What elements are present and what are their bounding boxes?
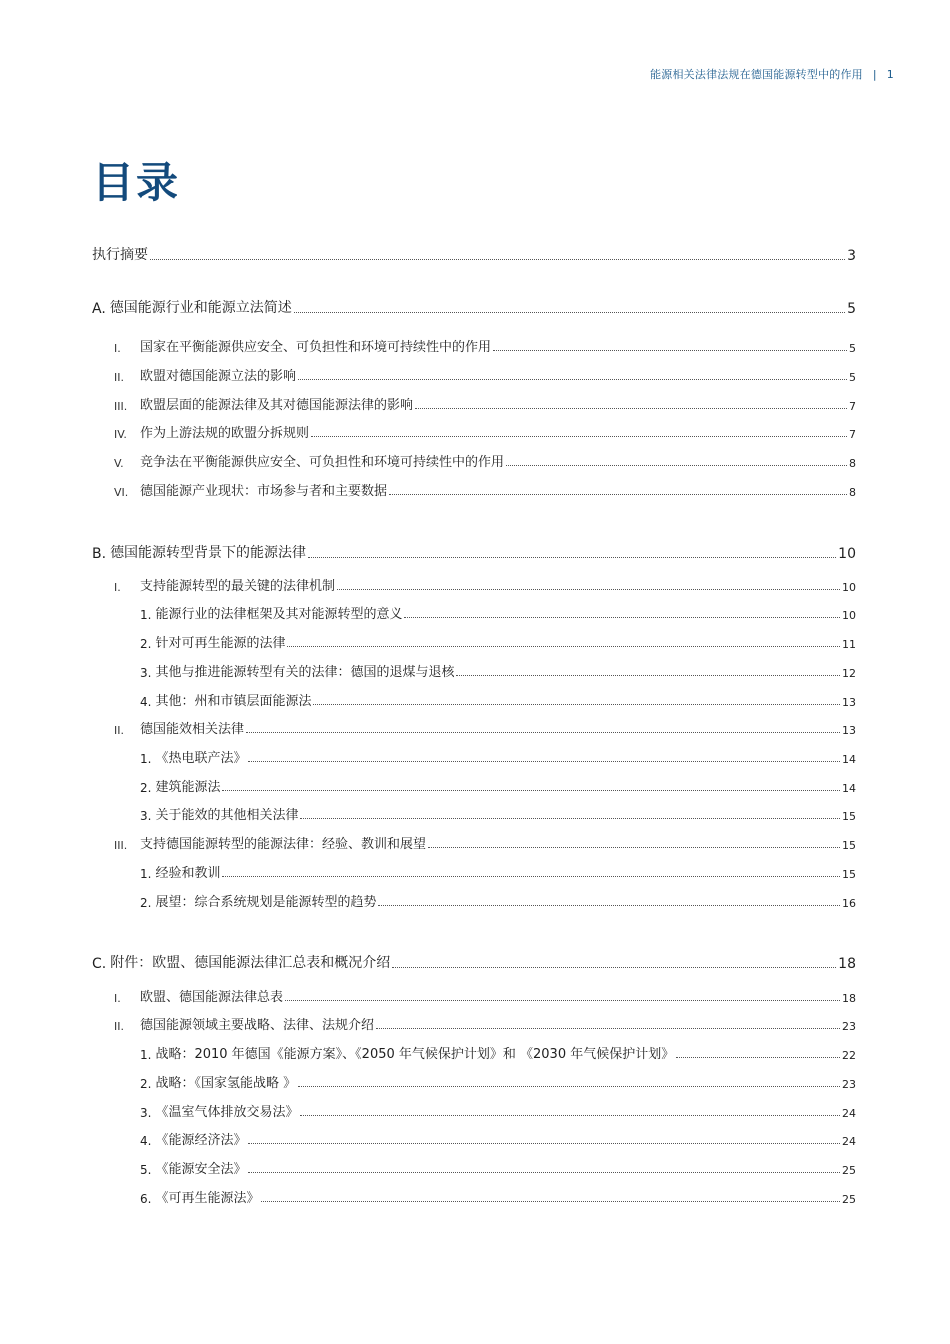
dot-leader xyxy=(298,1085,840,1087)
toc-entry[interactable] xyxy=(92,575,856,594)
toc-entry-page: 16 xyxy=(842,897,856,910)
dot-leader xyxy=(676,1056,840,1058)
toc-entry[interactable] xyxy=(92,394,856,413)
toc-entry-title: 其他与推进能源转型有关的法律：德国的退煤与退核 xyxy=(155,665,455,680)
toc-entry-number: II. xyxy=(114,1020,124,1033)
toc-entry-page: 23 xyxy=(842,1078,856,1091)
toc-entry-title: 关于能效的其他相关法律 xyxy=(155,808,299,823)
toc-entry-page: 25 xyxy=(842,1164,856,1177)
toc-entry-page: 14 xyxy=(842,782,856,795)
toc-entry-number: 6. xyxy=(140,1192,152,1206)
toc-entry-page: 22 xyxy=(842,1049,856,1062)
toc-entry-title: 建筑能源法 xyxy=(155,780,221,795)
dot-leader xyxy=(248,1142,840,1144)
toc-entry-number: IV. xyxy=(114,428,127,441)
toc-entry[interactable] xyxy=(92,862,856,881)
toc-entry-page: 7 xyxy=(849,400,856,413)
toc-entry-title: 欧盟层面的能源法律及其对德国能源法律的影响 xyxy=(140,398,414,413)
toc-entry-title: 竞争法在平衡能源供应安全、可负担性和环境可持续性中的作用 xyxy=(140,455,505,470)
toc-entry-page: 8 xyxy=(849,486,856,499)
toc-entry[interactable] xyxy=(92,1043,856,1062)
toc-entry-page: 25 xyxy=(842,1193,856,1206)
toc-entry-number: II. xyxy=(114,724,124,737)
toc-entry-number: III. xyxy=(114,400,128,413)
toc-entry-page: 3 xyxy=(847,248,856,264)
dot-leader xyxy=(415,407,847,409)
toc-entry[interactable] xyxy=(92,952,856,972)
toc-entry-page: 13 xyxy=(842,724,856,737)
dot-leader xyxy=(150,258,845,260)
toc-entry-title: 《可再生能源法》 xyxy=(155,1191,260,1206)
toc-entry-page: 23 xyxy=(842,1020,856,1033)
toc-entry-page: 5 xyxy=(849,342,856,355)
toc-entry-title: 德国能效相关法律 xyxy=(140,722,245,737)
toc-entry-number: C. xyxy=(92,956,107,972)
toc-entry-title: 《热电联产法》 xyxy=(155,751,247,766)
dot-leader xyxy=(298,378,847,380)
dot-leader xyxy=(246,731,840,733)
toc-entry[interactable] xyxy=(92,422,856,441)
toc-entry-page: 12 xyxy=(842,667,856,680)
toc-entry[interactable] xyxy=(92,244,856,264)
toc-entry-page: 18 xyxy=(838,956,856,972)
toc-entry-title: 经验和教训 xyxy=(155,866,221,881)
dot-leader xyxy=(222,875,840,877)
dot-leader xyxy=(285,999,840,1001)
toc-entry-title: 作为上游法规的欧盟分拆规则 xyxy=(140,426,310,441)
dot-leader xyxy=(300,1114,840,1116)
toc-entry[interactable] xyxy=(92,1129,856,1148)
page-title: 目录 xyxy=(92,158,181,207)
toc-entry[interactable] xyxy=(92,297,856,317)
toc-entry-title: 国家在平衡能源供应安全、可负担性和环境可持续性中的作用 xyxy=(140,340,492,355)
toc-entry[interactable] xyxy=(92,480,856,499)
toc-entry-title: 其他：州和市镇层面能源法 xyxy=(155,694,312,709)
toc-entry-number: 1. xyxy=(140,752,152,766)
toc-entry-title: 支持能源转型的最关键的法律机制 xyxy=(140,579,336,594)
toc-entry-number: 5. xyxy=(140,1163,152,1177)
dot-leader xyxy=(294,311,845,313)
dot-leader xyxy=(493,349,847,351)
toc-entry-number: 4. xyxy=(140,695,152,709)
dot-leader xyxy=(287,645,840,647)
running-title: 能源相关法律法规在德国能源转型中的作用 xyxy=(650,68,863,81)
toc-entry-number: 2. xyxy=(140,781,152,795)
toc-entry-number: A. xyxy=(92,301,106,317)
toc-entry-page: 10 xyxy=(842,609,856,622)
toc-entry-title: 《温室气体排放交易法》 xyxy=(155,1105,299,1120)
toc-entry-title: 《能源安全法》 xyxy=(155,1162,247,1177)
toc-entry[interactable] xyxy=(92,1101,856,1120)
toc-entry[interactable] xyxy=(92,690,856,709)
toc-entry-number: I. xyxy=(114,581,121,594)
toc-entry[interactable] xyxy=(92,776,856,795)
toc-entry-number: 3. xyxy=(140,1106,152,1120)
toc-entry-page: 15 xyxy=(842,810,856,823)
toc-entry-number: III. xyxy=(114,839,128,852)
toc-entry-title: 德国能源产业现状：市场参与者和主要数据 xyxy=(140,484,388,499)
dot-leader xyxy=(308,556,836,558)
toc-entry[interactable] xyxy=(92,451,856,470)
toc-entry-title: 德国能源行业和能源立法简述 xyxy=(109,300,292,316)
toc-entry[interactable] xyxy=(92,833,856,852)
toc-entry-title: 欧盟对德国能源立法的影响 xyxy=(140,369,297,384)
toc-entry-page: 5 xyxy=(847,301,856,317)
toc-entry-number: 2. xyxy=(140,637,152,651)
dot-leader xyxy=(376,1027,840,1029)
toc-entry-page: 14 xyxy=(842,753,856,766)
toc-entry-number: I. xyxy=(114,342,121,355)
header-divider: | xyxy=(872,67,877,81)
dot-leader xyxy=(404,616,840,618)
toc-entry-number: 2. xyxy=(140,1077,152,1091)
toc-entry[interactable] xyxy=(92,365,856,384)
dot-leader xyxy=(248,1171,840,1173)
toc-entry[interactable] xyxy=(92,661,856,680)
toc-entry-number: 1. xyxy=(140,1048,152,1062)
dot-leader xyxy=(506,464,847,466)
dot-leader xyxy=(337,588,840,590)
toc-entry-title: 针对可再生能源的法律 xyxy=(155,636,286,651)
dot-leader xyxy=(428,846,840,848)
toc-entry-page: 11 xyxy=(842,638,856,651)
toc-entry[interactable] xyxy=(92,986,856,1005)
toc-entry[interactable] xyxy=(92,1187,856,1206)
toc-entry-title: 战略：《国家氢能战略 》 xyxy=(155,1076,297,1091)
toc-entry[interactable] xyxy=(92,1158,856,1177)
toc-entry[interactable] xyxy=(92,1014,856,1033)
page-number: 1 xyxy=(886,67,894,81)
toc-entry-page: 7 xyxy=(849,428,856,441)
toc-entry-title: 《能源经济法》 xyxy=(155,1133,247,1148)
toc-entry-number: 3. xyxy=(140,809,152,823)
dot-leader xyxy=(261,1200,840,1202)
toc-entry-page: 15 xyxy=(842,839,856,852)
toc-entry-page: 10 xyxy=(842,581,856,594)
toc-entry-title: 战略：2010 年德国《能源方案》、《2050 年气候保护计划》和 《2030 年气候保护计划》 xyxy=(155,1047,675,1062)
toc-entry-number: 1. xyxy=(140,608,152,622)
dot-leader xyxy=(456,674,840,676)
toc-entry-title: 支持德国能源转型的能源法律：经验、教训和展望 xyxy=(140,837,427,852)
dot-leader xyxy=(378,904,840,906)
toc-entry[interactable] xyxy=(92,891,856,910)
dot-leader xyxy=(248,760,840,762)
toc-entry-number: B. xyxy=(92,546,107,562)
toc-entry[interactable] xyxy=(92,542,856,562)
toc-entry-page: 5 xyxy=(849,371,856,384)
dot-leader xyxy=(313,703,840,705)
toc-entry-page: 10 xyxy=(838,546,856,562)
toc-entry[interactable] xyxy=(92,804,856,823)
toc-entry-number: 4. xyxy=(140,1134,152,1148)
toc-entry-title: 欧盟、德国能源法律总表 xyxy=(140,990,284,1005)
toc-entry-title: 德国能源转型背景下的能源法律 xyxy=(110,545,307,561)
toc-entry[interactable] xyxy=(92,336,856,355)
toc-entry-number: 3. xyxy=(140,666,152,680)
toc-entry[interactable] xyxy=(92,632,856,651)
toc-entry-number: 1. xyxy=(140,867,152,881)
toc-entry-title: 执行摘要 xyxy=(92,247,148,263)
toc-entry[interactable] xyxy=(92,718,856,737)
toc-entry-title: 能源行业的法律框架及其对能源转型的意义 xyxy=(155,607,403,622)
toc-entry-page: 13 xyxy=(842,696,856,709)
toc-entry-number: 2. xyxy=(140,896,152,910)
toc-entry-page: 18 xyxy=(842,992,856,1005)
toc-entry-title: 德国能源领域主要战略、法律、法规介绍 xyxy=(140,1018,375,1033)
toc-entry[interactable] xyxy=(92,1072,856,1091)
dot-leader xyxy=(311,435,847,437)
toc-entry-page: 24 xyxy=(842,1135,856,1148)
toc-entry-number: I. xyxy=(114,992,121,1005)
dot-leader xyxy=(392,966,836,968)
toc-entry[interactable] xyxy=(92,747,856,766)
toc-entry-page: 24 xyxy=(842,1107,856,1120)
toc-entry-page: 8 xyxy=(849,457,856,470)
toc-entry-title: 展望：综合系统规划是能源转型的趋势 xyxy=(155,895,377,910)
dot-leader xyxy=(300,817,840,819)
toc-entry-number: V. xyxy=(114,457,124,470)
toc-entry-title: 附件：欧盟、德国能源法律汇总表和概况介绍 xyxy=(110,955,391,971)
running-header xyxy=(650,66,894,82)
toc-entry-number: VI. xyxy=(114,486,129,499)
toc-entry-number: II. xyxy=(114,371,124,384)
dot-leader xyxy=(222,789,840,791)
toc-entry[interactable] xyxy=(92,603,856,622)
toc-entry-page: 15 xyxy=(842,868,856,881)
dot-leader xyxy=(389,493,847,495)
